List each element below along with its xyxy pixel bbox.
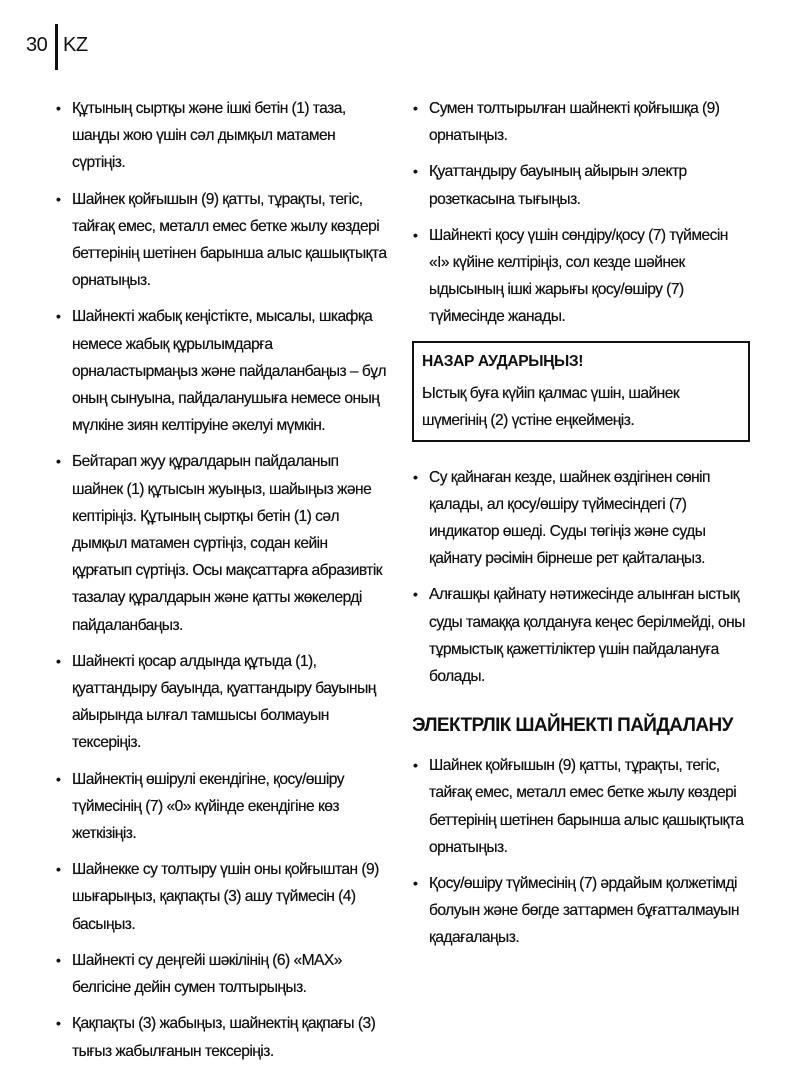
warning-box [412,341,750,442]
list-item: • Сумен толтырылған шайнекті қойғышқа (9) орнатыңыз. [412,95,750,149]
warning-title: НАЗАР АУДАРЫҢЫЗ! [422,352,583,370]
list-item: • Шайнекке су толтыру үшін оны қойғыштан (9) шығарыңыз, қақпақты (3) ашу түймесін (4) басыңыз. [55,856,390,938]
list-item: • Су қайнаған кезде, шайнек өздігінен сөніп қалады, ал қосу/өшіру түймесіндегі (7) индикатор өшеді. Суды төгіңіз және суды қайнату рәсімін бірнеше рет қайталаңыз. [412,464,750,573]
list-item: • Шайнек қойғышын (9) қатты, тұрақты, тегіс, тайғақ емес, металл емес бетке жылу көздері беттерінің шетінен барынша алыс қашықтықта орнатыңыз. [412,752,750,861]
left-bullet-list [55,95,390,1065]
list-item: • Алғашқы қайнату нәтижесінде алынған ыстық суды тамаққа қолдануға кеңес берілмейді, оны тұрмыстық қажеттіліктер үшін пайдалануға болады. [412,581,750,690]
list-item: • Шайнек қойғышын (9) қатты, тұрақты, тегіс, тайғақ емес, металл емес бетке жылу көздері беттерінің шетінен барынша алыс қашықтықта орнатыңыз. [55,186,390,295]
list-item: • Құтының сыртқы және ішкі бетін (1) таза, шаңды жою үшін сәл дымқыл матамен сүртіңіз. [55,95,390,177]
list-item: • Шайнекті су деңгейі шәкілінің (6) «MAX» белгісіне дейін сумен толтырыңыз. [55,947,390,1001]
header-divider [55,24,58,70]
list-item: • Қуаттандыру бауының айырын электр розеткасына тығыңыз. [412,158,750,212]
right-bullet-list-bottom [412,752,750,951]
list-item: • Қақпақты (3) жабыңыз, шайнектің қақпағы (3) тығыз жабылғанын тексеріңіз. [55,1010,390,1064]
list-item: • Қосу/өшіру түймесінің (7) әрдайым қолжетімді болуын және бөгде заттармен бұғатталмауын қадағалаңыз. [412,870,750,952]
right-bullet-list-middle [412,464,750,691]
page-number: 30 [26,34,48,56]
list-item: • Шайнекті қосар алдында құтыда (1), қуаттандыру бауында, қуаттандыру бауының айырында ылғал тамшысы болмауын тексеріңіз. [55,648,390,757]
list-item: • Шайнектің өшірулі екендігіне, қосу/өшіру түймесінің (7) «0» күйінде екендігіне көз жеткізіңіз. [55,766,390,848]
right-column [412,95,750,961]
list-item: • Шайнекті жабық кеңістікте, мысалы, шкафқа немесе жабық құрылымдарға орналастырмаңыз және пайдаланбаңыз – бұл оның сынуына, пайдаланушыға немесе оның мүлкіне зиян келтіруіне әкелуі мүмкін. [55,303,390,439]
list-item: • Шайнекті қосу үшін сөндіру/қосу (7) түймесін «I» күйіне келтіріңіз, сол кезде шәйнек ыдысының ішкі жарығы қосу/өшіру (7) түймесінде жанады. [412,222,750,331]
right-bullet-list-top [412,95,750,331]
left-column [55,95,390,1074]
section-heading: ЭЛЕКТРЛІК ШАЙНЕКТІ ПАЙДАЛАНУ [412,715,733,737]
list-item: • Бейтарап жуу құралдарын пайдаланып шайнек (1) құтысын жуыңыз, шайыңыз және кептіріңіз. Құтының сыртқы бетін (1) сәл дымқыл матамен сүртіңіз, содан кейін құрғатып сүртіңіз. Осы мақсаттарға абразивтік тазалау құралдарын және қатты жөкелерді пайдаланбаңыз. [55,448,390,638]
page-header [0,0,800,80]
warning-text: Ыстық буға күйіп қалмас үшін, шайнек шүмегінің (2) үстіне еңкеймеңіз. [422,384,680,429]
language-code: KZ [63,34,88,56]
